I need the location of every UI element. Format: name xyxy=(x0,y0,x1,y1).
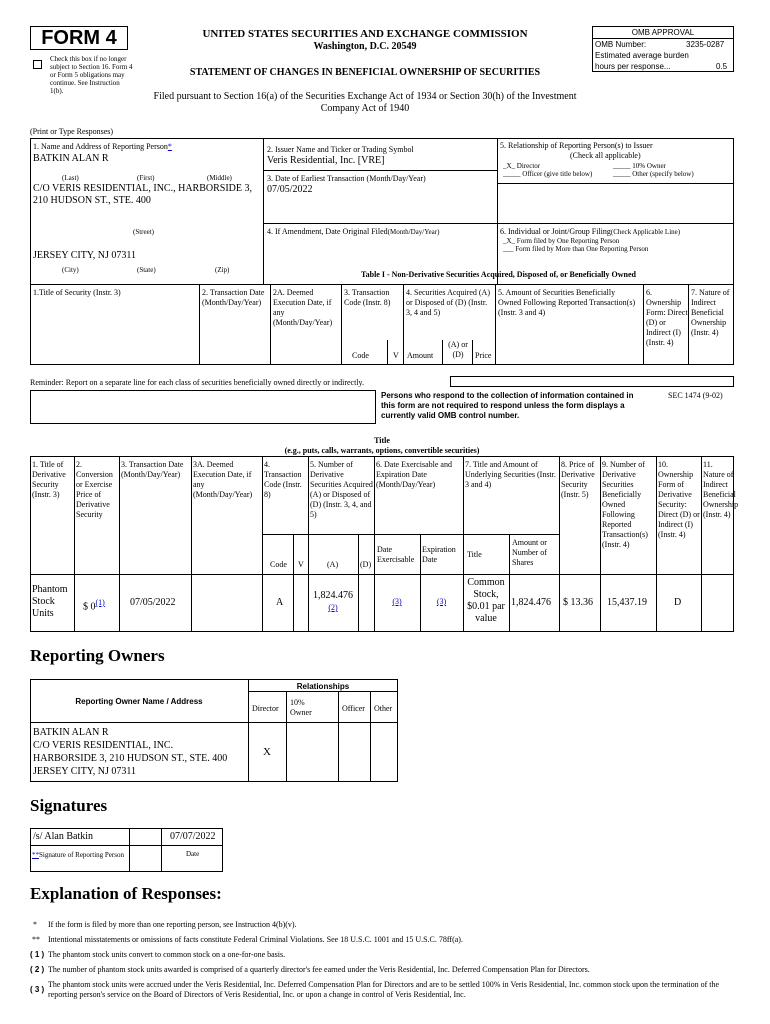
t2-row-underlying-title: Common Stock, $0.01 par value xyxy=(467,577,505,624)
t1-col-date: 2. Transaction Date (Month/Day/Year) xyxy=(202,288,265,307)
middle-label: (Middle) xyxy=(207,174,232,182)
box3-label: 3. Date of Earliest Transaction (Month/Day/Year) xyxy=(267,174,426,183)
reminder-text: Reminder: Report on a separate line for each class of securities beneficially owned directly or indirectly. xyxy=(30,378,365,387)
table1-title: Table I - Non-Derivative Securities Acquired, Disposed of, or Beneficially Owned xyxy=(361,270,636,279)
t1-col-amount: 5. Amount of Securities Beneficially Owned Following Reported Transaction(s) (Instr. 3 and 4) xyxy=(498,288,636,317)
reporting-owners-heading: Reporting Owners xyxy=(30,646,165,665)
ro-owner-name: BATKIN ALAN R xyxy=(33,727,109,738)
footnote-double-star-link[interactable]: ** xyxy=(32,851,39,859)
signatures-heading: Signatures xyxy=(30,796,108,815)
filing-option-group: ___ Form filed by More than One Reporting Person xyxy=(503,245,649,253)
note-star-text: If the form is filed by more than one reporting person, see Instruction 4(b)(v). xyxy=(48,920,297,929)
note-3-text: The phantom stock units were accrued under the Veris Residential, Inc. Deferred Compensation Plan for Directors and are to be settled 100% in Veris Residential, Inc. common stock upon the termination of the reporting person's service on the Board of Directors of Veris Residential, Inc. or upon a change in control of Veris Residential, Inc. xyxy=(48,980,720,999)
earliest-transaction-date: 07/05/2022 xyxy=(267,184,313,195)
t2-sub-a: (A) xyxy=(327,560,339,569)
t2-col-owned: 9. Number of Derivative Securities Beneficially Owned Following Reported Transaction(s) (Instr. 4) xyxy=(602,460,648,549)
t2-col-underlying: 7. Title and Amount of Underlying Securities (Instr. 3 and 4) xyxy=(465,460,556,489)
t2-col-conversion: 2. Conversion or Exercise Price of Derivative Security xyxy=(76,460,113,519)
t2-col-number: 5. Number of Derivative Securities Acquired (A) or Disposed of (D) (Instr. 3, 4, and 5) xyxy=(310,460,373,519)
signature-name: /s/ Alan Batkin xyxy=(33,831,93,842)
blank-box-right xyxy=(450,376,734,387)
t2-sub-d: (D) xyxy=(360,560,372,569)
agency-location: Washington, D.C. 20549 xyxy=(313,41,417,52)
t1-col-acquired: 4. Securities Acquired (A) or Disposed of (D) (Instr. 3, 4 and 5) xyxy=(406,288,490,317)
t2-row-code: A xyxy=(276,597,284,608)
ro-relationships: Relationships xyxy=(296,682,350,691)
omb-hours-value: 0.5 xyxy=(716,62,728,71)
blank-box-left xyxy=(30,390,376,424)
ro-col-director: Director xyxy=(252,704,279,713)
footnote-3-link-expiration[interactable]: (3) xyxy=(436,597,447,606)
ro-owner-addr2: HARBORSIDE 3, 210 HUDSON ST., STE. 400 xyxy=(33,753,228,764)
t2-row-underlying-amount: 1,824.476 xyxy=(511,597,551,608)
ro-owner-addr3: JERSEY CITY, NJ 07311 xyxy=(33,766,136,777)
footnote-2-link[interactable]: (2) xyxy=(328,603,338,612)
note-star-mark: * xyxy=(33,920,37,929)
t2-col-title: 1. Title of Derivative Security (Instr. 3) xyxy=(32,460,66,499)
relationship-other: _____ Other (specify below) xyxy=(613,170,694,178)
t1-sub-price: Price xyxy=(475,351,492,360)
ro-col-ten-pct: 10% Owner xyxy=(290,698,312,717)
zip-label: (Zip) xyxy=(215,266,230,274)
t2-row-price: $ 0$^{(1)}$ xyxy=(83,598,105,613)
table2-subtitle: (e.g., puts, calls, warrants, options, convertible securities) xyxy=(284,446,480,455)
t2-row-security: Phantom Stock Units xyxy=(32,584,68,619)
footnote-3-link-exercisable[interactable]: (3) xyxy=(392,597,402,606)
city-label: (City) xyxy=(62,266,79,274)
omb-burden-label: Estimated average burden xyxy=(595,51,689,60)
ro-col-name: Reporting Owner Name / Address xyxy=(75,697,203,706)
t2-row-deriv-price: $ 13.36 xyxy=(563,597,593,608)
statement-title: STATEMENT OF CHANGES IN BENEFICIAL OWNERSHIP OF SECURITIES xyxy=(189,67,541,78)
signature-date: 07/07/2022 xyxy=(170,831,216,842)
box4-label: 4. If Amendment, Date Original Filed(Month/Day/Year) xyxy=(267,227,440,236)
t1-col-nature: 7. Nature of Indirect Beneficial Ownership (Instr. 4) xyxy=(691,288,730,337)
t2-sub-v: V xyxy=(298,560,304,569)
t1-sub-aord: (A) or (D) xyxy=(448,340,468,359)
signature-date-label: Date xyxy=(186,850,200,858)
box1-label: 1. Name and Address of Reporting Person* xyxy=(33,142,172,151)
filing-option-one: _X_ Form filed by One Reporting Person xyxy=(503,237,620,245)
t1-col-title: 1.Title of Security (Instr. 3) xyxy=(33,288,121,297)
box5-sub: (Check all applicable) xyxy=(570,151,641,160)
state-label: (State) xyxy=(137,266,156,274)
omb-number-value: 3235-0287 xyxy=(686,40,725,49)
omb-title: OMB APPROVAL xyxy=(631,28,695,37)
t1-col-deemed: 2A. Deemed Execution Date, if any (Month/Day/Year) xyxy=(273,288,333,327)
agency-name: UNITED STATES SECURITIES AND EXCHANGE COMMISSION xyxy=(202,28,528,40)
relationship-officer: _____ Officer (give title below) xyxy=(503,170,593,178)
box5-label: 5. Relationship of Reporting Person(s) to Issuer xyxy=(500,141,653,150)
relationship-ten-pct: _____ 10% Owner xyxy=(613,162,666,170)
note-1-mark: ( 1 ) xyxy=(30,950,45,959)
ro-owner-addr1: C/O VERIS RESIDENTIAL, INC. xyxy=(33,740,174,751)
t1-col-code: 3. Transaction Code (Instr. 8) xyxy=(344,288,391,307)
t2-col-date: 3. Transaction Date (Month/Day/Year) xyxy=(121,460,184,479)
ro-director-mark: X xyxy=(263,746,271,758)
form-title: FORM 4 xyxy=(41,27,117,49)
first-label: (First) xyxy=(137,174,155,182)
footnote-star-link[interactable]: * xyxy=(167,142,172,151)
box6-label: 6. Individual or Joint/Group Filing(Check Applicable Line) xyxy=(500,227,681,236)
t2-col-nature: 11. Nature of Indirect Beneficial Ownership (Instr. 4) xyxy=(703,460,739,519)
reporting-person-address: C/O VERIS RESIDENTIAL, INC., HARBORSIDE 3, 210 HUDSON ST., STE. 400 xyxy=(33,183,252,206)
reporting-person-city: JERSEY CITY, NJ 07311 xyxy=(33,250,136,261)
reporting-person-name: BATKIN ALAN R xyxy=(33,153,109,164)
ro-col-other: Other xyxy=(374,704,393,713)
t2-col-exercisable: 6. Date Exercisable and Expiration Date (Month/Day/Year) xyxy=(376,460,452,489)
no-longer-subject-text: Check this box if no longer subject to Section 16. Form 4 or Form 5 obligations may continue. See Instruction 1(b). xyxy=(50,55,133,95)
relationship-director: _X_ Director xyxy=(503,162,541,170)
omb-hours-label: hours per response... xyxy=(595,62,671,71)
signature-label: **Signature of Reporting Person xyxy=(32,851,124,859)
note-1-text: The phantom stock units convert to common stock on a one-for-one basis. xyxy=(48,950,286,959)
t2-sub-code: Code xyxy=(270,560,287,569)
table2-title: Title xyxy=(374,436,390,445)
t2-row-acquired: 1,824.476 xyxy=(313,590,353,601)
t2-sub-date-ex: Date Exercisable xyxy=(377,545,415,564)
last-label: (Last) xyxy=(62,174,79,182)
t1-sub-amount: Amount xyxy=(407,351,434,360)
omb-number-label: OMB Number: xyxy=(595,40,647,49)
t2-sub-exp: Expiration Date xyxy=(422,545,456,564)
filed-pursuant: Filed pursuant to Section 16(a) of the Securities Exchange Act of 1934 or Section 30(h) of the Investment Company Act of 1940 xyxy=(153,91,577,114)
issuer-name: Veris Residential, Inc. [VRE] xyxy=(267,155,385,166)
print-note: (Print or Type Responses) xyxy=(30,127,114,136)
t2-sub-amt: Amount or Number of Shares xyxy=(512,538,547,567)
t2-row-form: D xyxy=(674,597,682,608)
t2-col-deemed: 3A. Deemed Execution Date, if any (Month/Day/Year) xyxy=(193,460,253,499)
ro-col-officer: Officer xyxy=(342,704,365,713)
t2-row-owned: 15,437.19 xyxy=(607,597,647,608)
note-double-star-mark: ** xyxy=(32,935,40,944)
note-double-star-text: Intentional misstatements or omissions of facts constitute Federal Criminal Violations. See 18 U.S.C. 1001 and 15 U.S.C. 78ff(a). xyxy=(48,935,463,944)
explanation-heading: Explanation of Responses: xyxy=(30,884,222,903)
t1-col-form: 6. Ownership Form: Direct (D) or Indirect (I) (Instr. 4) xyxy=(646,288,688,347)
note-3-mark: ( 3 ) xyxy=(30,985,45,994)
t2-sub-title: Title xyxy=(467,550,482,559)
t2-col-code: 4. Transaction Code (Instr. 8) xyxy=(264,460,302,499)
persons-notice: Persons who respond to the collection of information contained in this form are not required to respond unless the form displays a currently valid OMB control number. xyxy=(381,391,634,420)
street-label: (Street) xyxy=(133,228,154,236)
t2-col-price: 8. Price of Derivative Security (Instr. 5) xyxy=(561,460,595,499)
footnote-1-link[interactable]: (1) xyxy=(95,598,105,607)
note-2-mark: ( 2 ) xyxy=(30,965,45,974)
t1-sub-v: V xyxy=(393,351,399,360)
no-longer-subject-checkbox[interactable] xyxy=(33,56,42,74)
t2-col-form: 10. Ownership Form of Derivative Security: Direct (D) or Indirect (I) (Instr. 4) xyxy=(658,460,700,539)
sec-code: SEC 1474 (9-02) xyxy=(668,391,723,400)
box2-label: 2. Issuer Name and Ticker or Trading Symbol xyxy=(267,145,414,154)
t1-sub-code: Code xyxy=(352,351,369,360)
t2-row-date: 07/05/2022 xyxy=(130,597,176,608)
note-2-text: The number of phantom stock units awarded is comprised of a quarterly director's fee earned under the Veris Residential, Inc. Deferred Compensation Plan for Directors. xyxy=(48,965,590,974)
